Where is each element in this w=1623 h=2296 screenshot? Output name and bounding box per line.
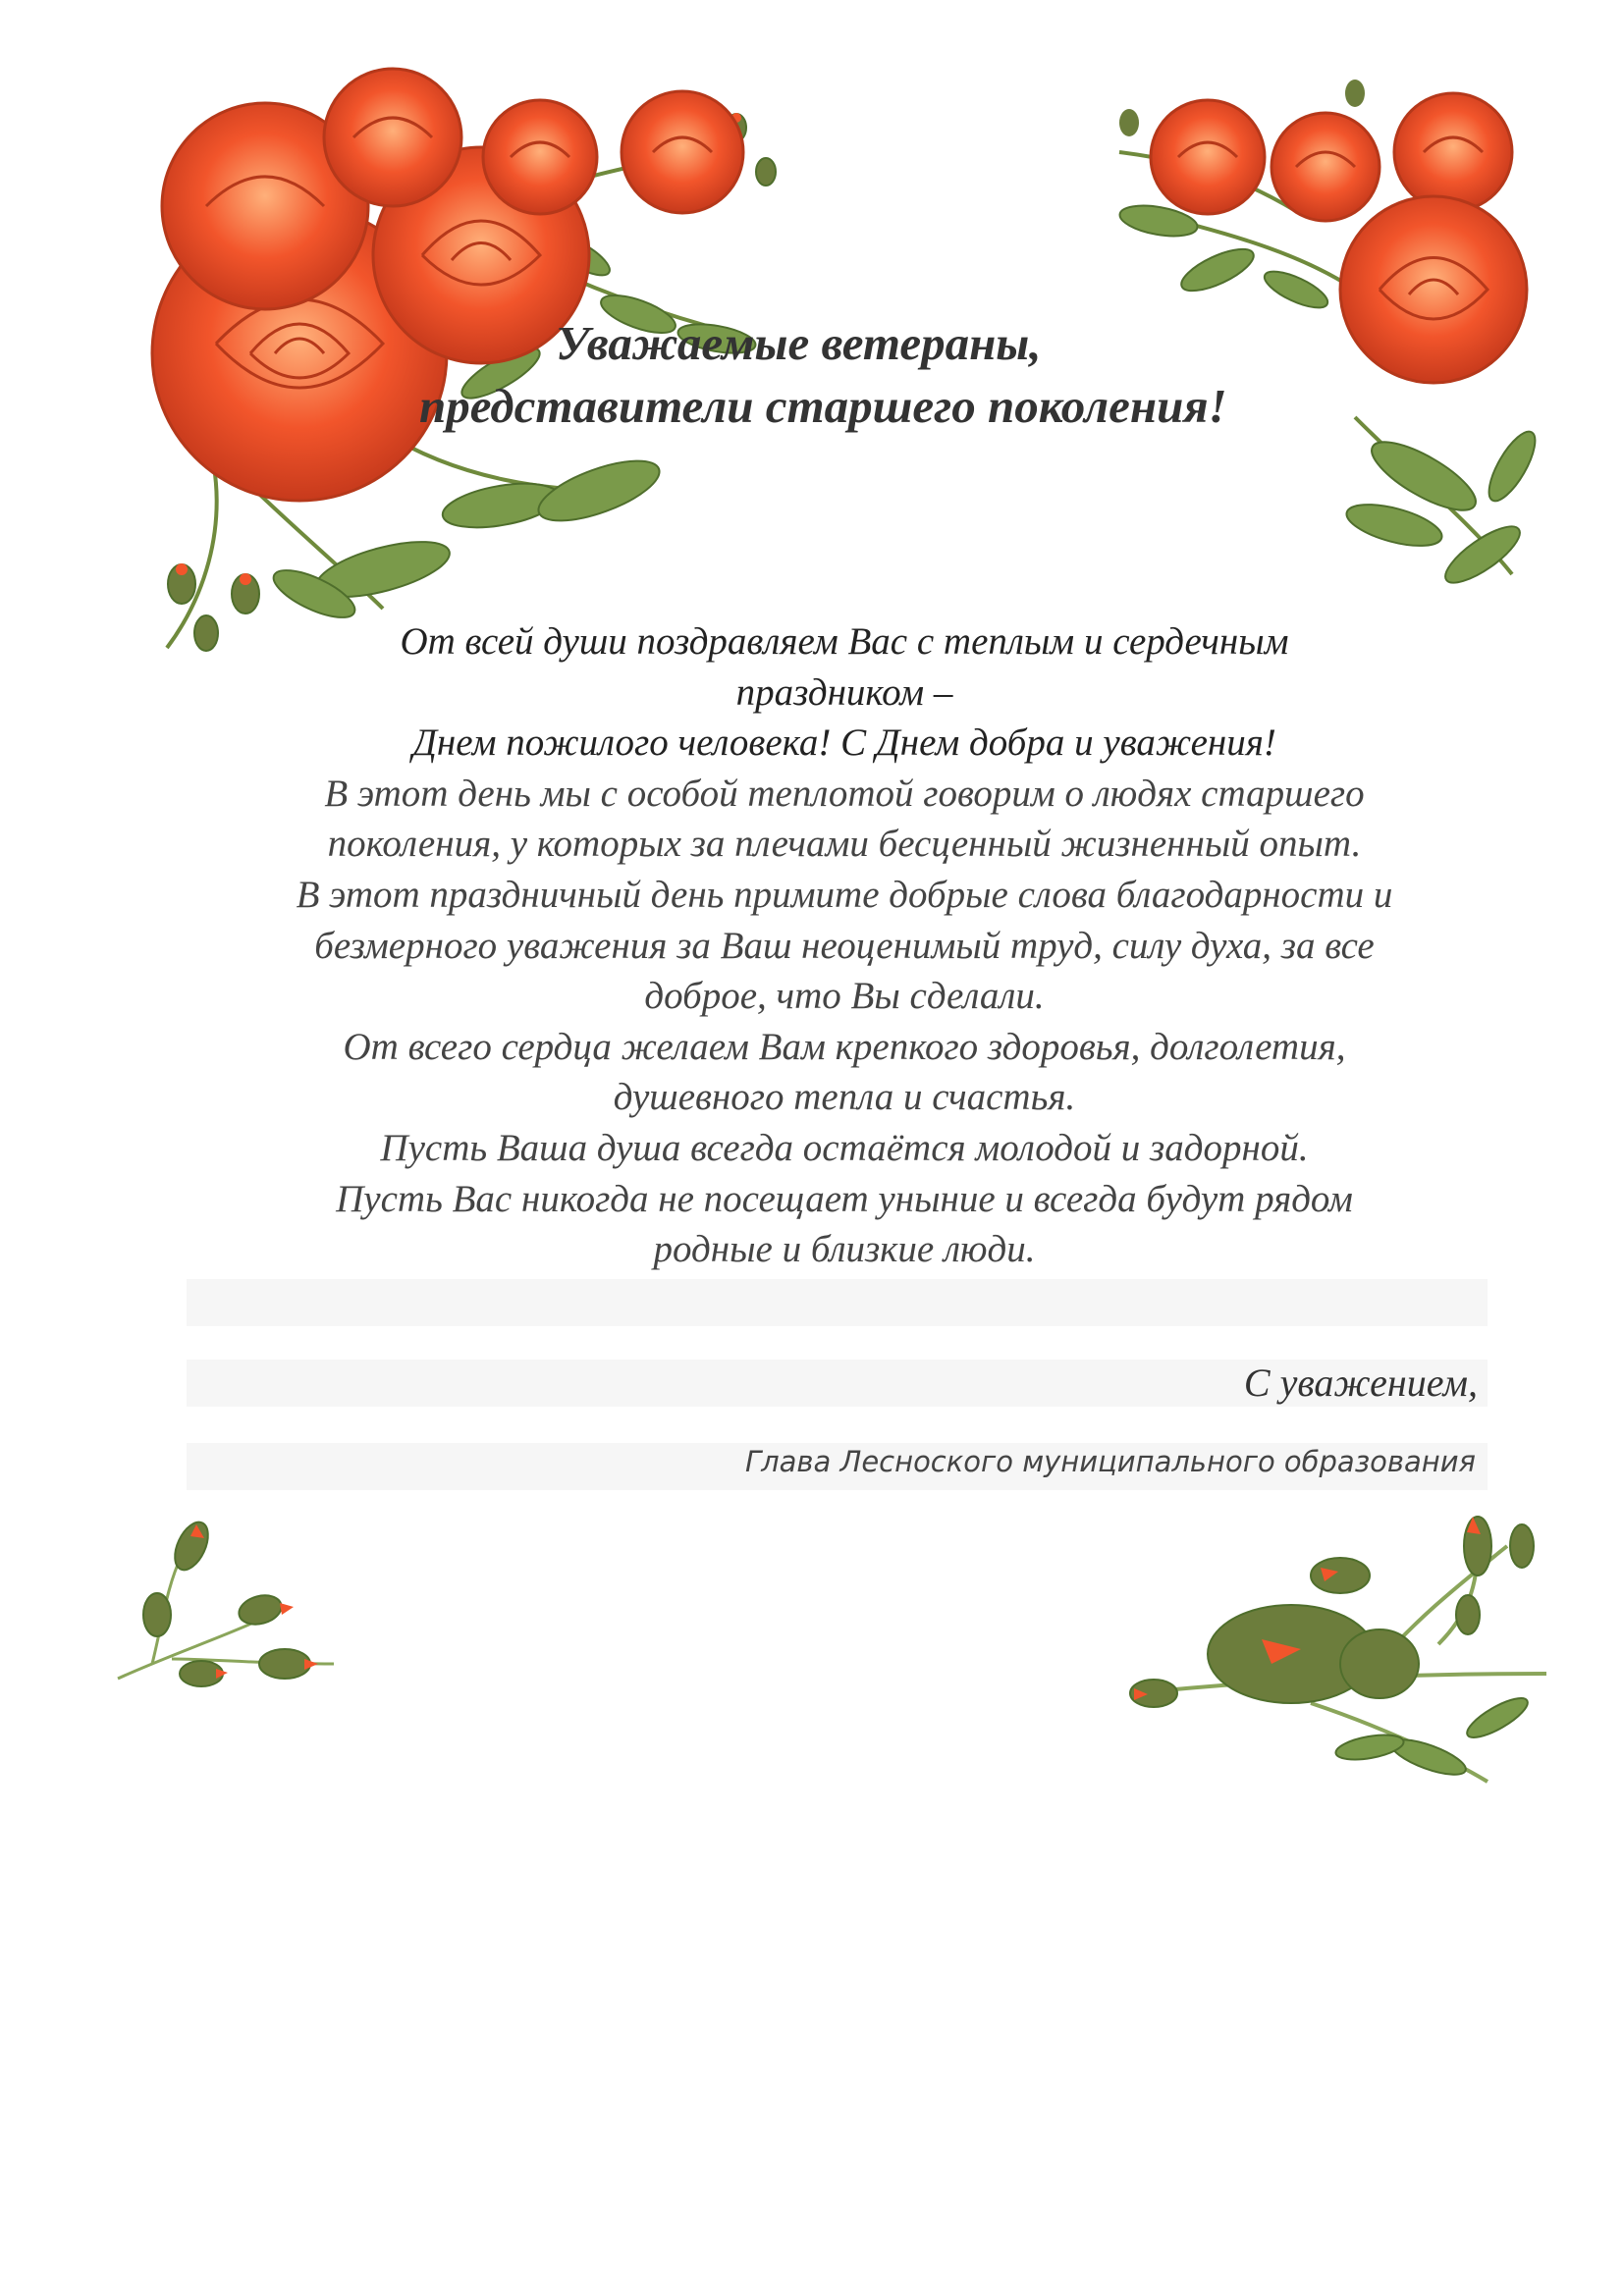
body-line: Днем пожилого человека! С Днем добра и уважения! (412, 721, 1276, 765)
body-line: От всей души поздравляем Вас с теплым и сердечным (400, 620, 1289, 663)
heading-line-2: представители старшего поколения! (419, 379, 1227, 433)
background-band (187, 1279, 1488, 1326)
body-line: родные и близкие люди. (653, 1228, 1036, 1271)
closing-text: С уважением, (1243, 1361, 1478, 1405)
body-line: праздником – (735, 670, 953, 714)
body-line: В этот праздничный день примите добрые слова благодарности и (296, 873, 1393, 916)
rose-buds-bottom-right-icon (1114, 1507, 1556, 1801)
body-line: В этот день мы с особой теплотой говорим о людях старшего (324, 772, 1365, 815)
signer-title: Глава Лесноского муниципального образования (744, 1445, 1476, 1478)
body-line: Пусть Ваша душа всегда остаётся молодой и задорной. (380, 1126, 1309, 1169)
body-line: Пусть Вас никогда не посещает уныние и всегда будут рядом (336, 1177, 1353, 1220)
body-line: безмерного уважения за Ваш неоценимый труд, силу духа, за все (314, 924, 1375, 967)
body-line: душевного тепла и счастья. (613, 1076, 1076, 1119)
body-line: От всего сердца желаем Вам крепкого здоровья, долголетия, (343, 1025, 1346, 1068)
heading-line-1: Уважаемые ветераны, (556, 316, 1042, 370)
letter-body (187, 616, 1502, 1275)
greeting-heading (324, 312, 1404, 438)
rose-buds-bottom-left-icon (113, 1517, 349, 1713)
body-line: поколения, у которых за плечами бесценный жизненный опыт. (327, 823, 1362, 866)
body-line: доброе, что Вы сделали. (644, 975, 1045, 1018)
